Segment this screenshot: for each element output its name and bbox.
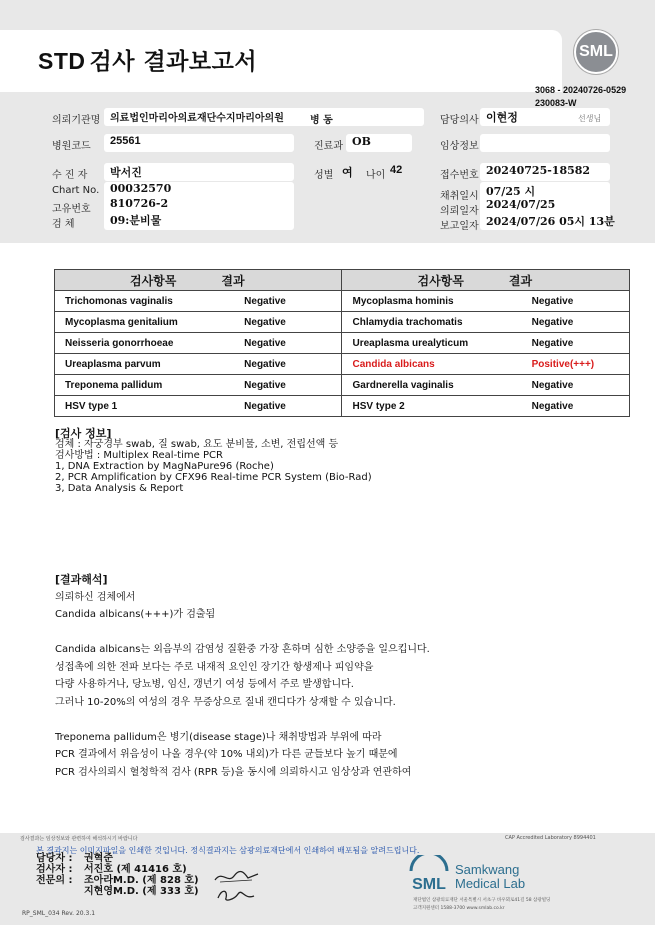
test-info-line: 검체 : 자궁경부 swab, 질 swab, 요도 분비물, 소변, 전립선액 등 bbox=[55, 439, 339, 450]
table-row bbox=[55, 375, 630, 396]
receipt-label: 접수번호 bbox=[440, 170, 479, 181]
lab-name bbox=[455, 863, 525, 891]
interpretation-spacer bbox=[55, 711, 430, 729]
staff-list bbox=[36, 853, 199, 897]
report-number bbox=[535, 84, 626, 110]
collect-label: 채취일시 bbox=[440, 191, 479, 202]
dept-label: 진료과 bbox=[314, 141, 343, 152]
results-header-left bbox=[55, 270, 342, 291]
age-value: 42 bbox=[390, 164, 403, 176]
test-result: Negative bbox=[522, 291, 630, 312]
hospital-code-label: 병원코드 bbox=[52, 141, 91, 152]
test-item: Mycoplasma hominis bbox=[342, 291, 522, 312]
staff-row bbox=[36, 853, 199, 864]
lab-address-line2: 고객지원센터 1588-3700 www.smlab.co.kr bbox=[413, 906, 505, 911]
test-result: Negative bbox=[234, 354, 342, 375]
table-row bbox=[55, 396, 630, 417]
test-result: Negative bbox=[522, 375, 630, 396]
interpretation-line: Treponema pallidum은 병기(disease stage)나 채취방법과 부위에 따라 bbox=[55, 731, 382, 743]
test-info-line: 3, Data Analysis & Report bbox=[55, 483, 184, 494]
test-item: Trichomonas vaginalis bbox=[55, 291, 235, 312]
test-info-line: 2, PCR Amplification by CFX96 Real-time PCR System (Bio-Rad) bbox=[55, 472, 372, 483]
interpretation-section bbox=[55, 571, 430, 781]
report-date-label: 보고일자 bbox=[440, 221, 479, 232]
test-result: Negative bbox=[234, 291, 342, 312]
test-result: Negative bbox=[522, 333, 630, 354]
results-table bbox=[54, 269, 630, 417]
test-info-line: 1, DNA Extraction by MagNaPure96 (Roche) bbox=[55, 461, 274, 472]
interpretation-line: PCR 검사의뢰시 혈청학적 검사 (RPR 등)을 동시에 의뢰하시고 임상상과 연관하여 bbox=[55, 766, 412, 778]
dept-value: OB bbox=[352, 135, 371, 148]
report-date-value: 2024/07/26 05시 13분 bbox=[486, 215, 615, 228]
staff-row bbox=[36, 875, 199, 886]
test-item-positive: Candida albicans bbox=[342, 354, 522, 375]
chart-no-label: Chart No. bbox=[52, 185, 100, 196]
age-label: 나이 bbox=[366, 170, 386, 181]
test-result: Negative bbox=[234, 333, 342, 354]
staff-name: 권혁준 bbox=[84, 853, 113, 864]
title-text: 검사 결과보고서 bbox=[89, 49, 258, 75]
table-row bbox=[55, 354, 630, 375]
unique-id-value: 810726-2 bbox=[110, 197, 169, 210]
test-item: HSV type 2 bbox=[342, 396, 522, 417]
lab-name-line1: Samkwang bbox=[455, 862, 520, 877]
samkwang-logo-icon bbox=[405, 855, 453, 895]
test-item: Gardnerella vaginalis bbox=[342, 375, 522, 396]
request-date-value: 2024/07/25 bbox=[486, 198, 556, 211]
header-result-right: 결과 bbox=[508, 273, 533, 288]
sex-value: 여 bbox=[342, 166, 353, 179]
receipt-value: 20240725-18582 bbox=[486, 164, 591, 177]
test-item: Treponema pallidum bbox=[55, 375, 235, 396]
test-result: Negative bbox=[234, 375, 342, 396]
results-header-right bbox=[342, 270, 630, 291]
table-row bbox=[55, 312, 630, 333]
interpretation-heading: [결과해석] bbox=[55, 573, 108, 586]
test-item: HSV type 1 bbox=[55, 396, 235, 417]
header-result-left: 결과 bbox=[221, 273, 245, 288]
header-item-left: 검사항목 bbox=[130, 273, 177, 288]
staff-name: 지현영M.D. (제 333 호) bbox=[84, 886, 199, 897]
interpretation-line: 그러나 10-20%의 여성의 경우 무증상으로 질내 캔디다가 상재할 수 있습니다. bbox=[55, 696, 396, 708]
patient-label: 수 진 자 bbox=[52, 170, 88, 181]
results-header-row bbox=[55, 270, 630, 291]
interpretation-line: Candida albicans는 외음부의 감염성 질환중 가장 흔하며 심한 소양증을 일으킵니다. bbox=[55, 644, 430, 655]
staff-role: 전문의 : bbox=[36, 875, 73, 886]
test-result: Negative bbox=[234, 396, 342, 417]
staff-role bbox=[36, 886, 84, 897]
interpretation-line: 다량 사용하거나, 당뇨병, 임신, 갱년기 여성 등에서 주로 발생합니다. bbox=[55, 679, 354, 690]
patient-value: 박서진 bbox=[110, 166, 142, 179]
doctor-suffix: 선생님 bbox=[578, 114, 602, 123]
report-number-line1: 3068 - 20240726-0529 bbox=[535, 85, 627, 95]
ward-label: 병 동 bbox=[310, 115, 333, 126]
doctor-label: 담당의사 bbox=[440, 115, 479, 126]
footer-small-note: 검사결과는 임상정보와 관련하여 해석하시기 바랍니다 bbox=[20, 836, 138, 842]
logo-text: SML bbox=[579, 43, 613, 60]
signature-2-icon bbox=[214, 886, 260, 904]
clinical-info-label: 임상정보 bbox=[440, 141, 479, 152]
staff-name: 조아라M.D. (제 828 호) bbox=[84, 875, 199, 886]
test-result-positive: Positive(+++) bbox=[522, 354, 630, 375]
lab-address bbox=[413, 897, 550, 913]
staff-row bbox=[36, 864, 199, 875]
test-info-heading: [검사 정보] bbox=[55, 427, 112, 440]
staff-role: 담당자 : bbox=[36, 853, 73, 864]
test-info-section bbox=[55, 428, 372, 494]
test-item: Chlamydia trachomatis bbox=[342, 312, 522, 333]
test-result: Negative bbox=[522, 312, 630, 333]
title-prefix: STD bbox=[38, 48, 86, 74]
accreditation-note: CAP Accredited Laboratory 8994401 bbox=[505, 835, 596, 841]
interpretation-line: PCR 결과에서 위음성이 나올 경우(약 10% 내외)가 다른 균들보다 높기 때문에 bbox=[55, 749, 398, 760]
staff-name: 서진호 (제 41416 호) bbox=[84, 864, 187, 875]
doctor-value: 이현정 bbox=[486, 111, 518, 124]
test-result: Negative bbox=[234, 312, 342, 333]
interpretation-line: 성접촉에 의한 전파 보다는 주로 내재적 요인인 장기간 항생제나 피임약을 bbox=[55, 661, 374, 673]
staff-role: 검사자 : bbox=[36, 864, 73, 875]
request-date-label: 의뢰일자 bbox=[440, 206, 479, 217]
staff-row bbox=[36, 886, 199, 897]
lab-name-line2: Medical Lab bbox=[455, 876, 526, 891]
specimen-value: 09:분비물 bbox=[110, 214, 162, 227]
lab-address-line1: 재단법인 삼광의료재단 서울특별시 서초구 바우뫼로41길 58 삼광빌딩 bbox=[413, 898, 551, 903]
table-row bbox=[55, 333, 630, 354]
test-item: Neisseria gonorrhoeae bbox=[55, 333, 235, 354]
sex-label: 성별 bbox=[314, 170, 334, 181]
interpretation-line: Candida albicans(+++)가 검출됨 bbox=[55, 609, 216, 620]
interpretation-line: 의뢰하신 검체에서 bbox=[55, 591, 136, 603]
header-item-right: 검사항목 bbox=[417, 273, 464, 288]
page-title bbox=[38, 43, 257, 76]
signature-1-icon bbox=[212, 868, 262, 886]
lab-logo-text: SML bbox=[412, 876, 446, 893]
unique-id-label: 고유번호 bbox=[52, 204, 91, 215]
interpretation-spacer bbox=[55, 624, 430, 642]
hospital-code-value: 25561 bbox=[110, 135, 141, 147]
collect-value: 07/25 시 bbox=[486, 185, 536, 198]
test-item: Ureaplasma urealyticum bbox=[342, 333, 522, 354]
test-item: Ureaplasma parvum bbox=[55, 354, 235, 375]
report-number-line2: 230083-W bbox=[535, 98, 577, 108]
form-code: RP_SML_034 Rev. 20.3.1 bbox=[22, 910, 96, 917]
test-info-line: 검사방법 : Multiplex Real-time PCR bbox=[55, 450, 223, 461]
chart-no-value: 00032570 bbox=[110, 182, 172, 195]
specimen-label: 검 체 bbox=[52, 219, 75, 230]
requesting-org-label: 의뢰기관명 bbox=[52, 115, 101, 126]
test-item: Mycoplasma genitalium bbox=[55, 312, 235, 333]
table-row bbox=[55, 291, 630, 312]
footer-blue-note: 본 결과지는 이미지파일을 인쇄한 것입니다. 정식결과지는 삼광의료재단에서 인쇄하여 배포됨을 알려드립니다. bbox=[36, 846, 420, 855]
requesting-org-value: 의료법인마리아의료재단수지마리아의원 bbox=[110, 113, 284, 124]
sml-logo bbox=[574, 30, 618, 74]
test-result: Negative bbox=[522, 396, 630, 417]
clinical-info-box bbox=[480, 134, 610, 152]
